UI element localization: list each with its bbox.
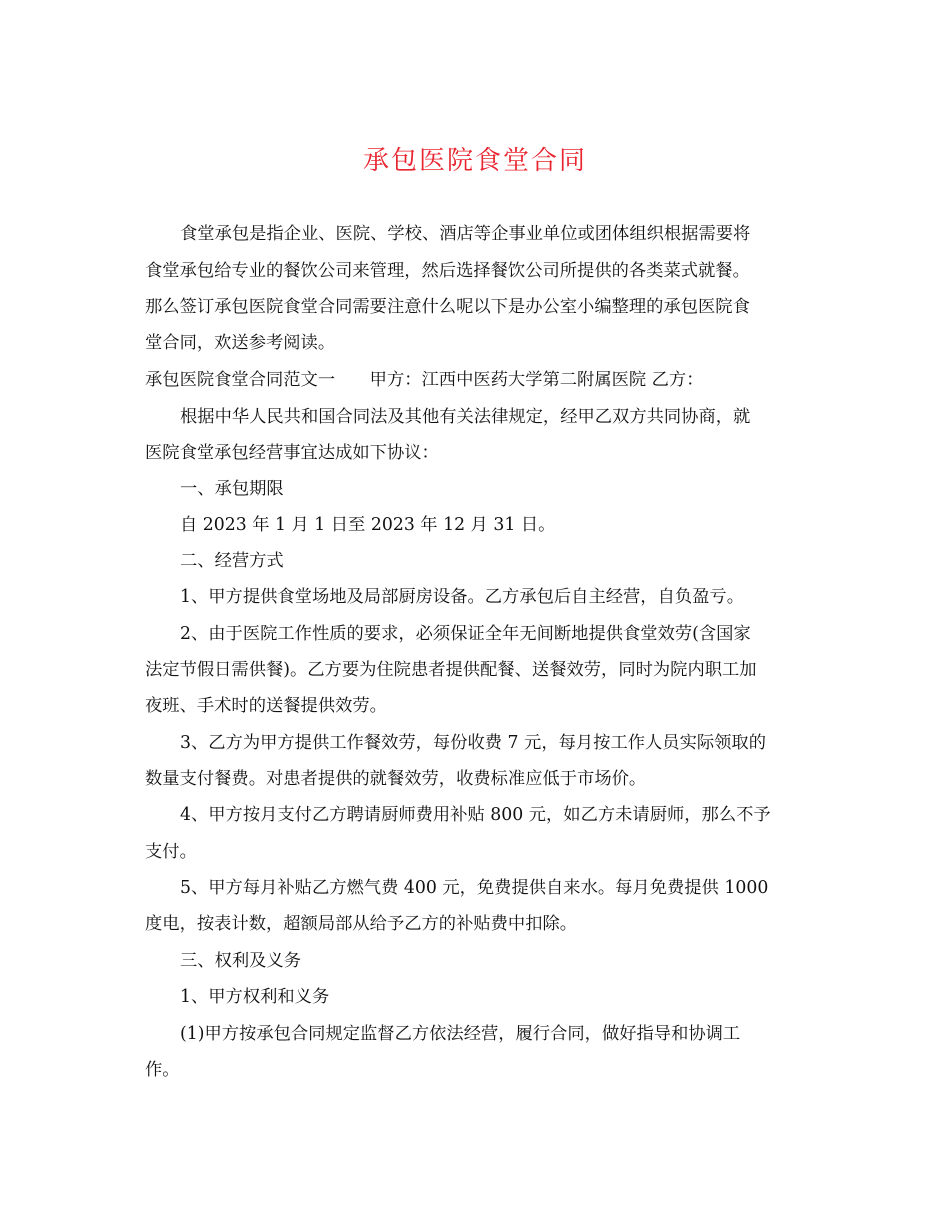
clause-line: 夜班、手术时的送餐提供效劳。 — [145, 696, 387, 716]
clause-line: 法定节假日需供餐)。乙方要为住院患者提供配餐、送餐效劳，同时为院内职工加 — [145, 660, 757, 680]
preamble-line: 根据中华人民共和国合同法及其他有关法律规定，经甲乙双方共同协商，就 — [180, 407, 751, 427]
section-body: 自 2023 年 1 月 1 日至 2023 年 12 月 31 日。 — [180, 515, 556, 535]
intro-line: 堂合同，欢送参考阅读。 — [145, 333, 336, 353]
clause-line: 度电，按表计数，超额局部从给予乙方的补贴费中扣除。 — [145, 914, 578, 934]
document-title: 承包医院食堂合同 — [362, 146, 587, 176]
clause-line: 2、由于医院工作性质的要求，必须保证全年无间断地提供食堂效劳(含国家 — [180, 624, 751, 644]
section-heading: 二、经营方式 — [180, 551, 284, 571]
clause-line: 数量支付餐费。对患者提供的就餐效劳，收费标准应低于市场价。 — [145, 769, 647, 789]
clause-line: 支付。 — [145, 842, 197, 862]
section-heading: 三、权利及义务 — [180, 951, 301, 971]
clause-line: (1)甲方按承包合同规定监督乙方依法经营，履行合同，做好指导和协调工 — [180, 1024, 741, 1044]
clause-line: 作。 — [145, 1060, 180, 1080]
preamble-line: 医院食堂承包经营事宜达成如下协议： — [145, 443, 439, 463]
intro-line: 食堂承包给专业的餐饮公司来管理，然后选择餐饮公司所提供的各类菜式就餐。 — [145, 261, 750, 281]
clause-line: 5、甲方每月补贴乙方燃气费 400 元，免费提供自来水。每月免费提供 1000 — [180, 878, 769, 898]
clause-line: 1、甲方提供食堂场地及局部厨房设备。乙方承包后自主经营，自负盈亏。 — [180, 587, 744, 607]
intro-line: 那么签订承包医院食堂合同需要注意什么呢以下是办公室小编整理的承包医院食 — [145, 297, 750, 317]
contract-header-line: 承包医院食堂合同范文一 甲方：江西中医药大学第二附属医院 乙方： — [145, 370, 704, 390]
section-heading: 一、承包期限 — [180, 479, 284, 499]
clause-line: 4、甲方按月支付乙方聘请厨师费用补贴 800 元，如乙方未请厨师，那么不予 — [180, 805, 771, 825]
clause-line: 3、乙方为甲方提供工作餐效劳，每份收费 7 元，每月按工作人员实际领取的 — [180, 733, 766, 753]
intro-line: 食堂承包是指企业、医院、学校、酒店等企事业单位或团体组织根据需要将 — [180, 224, 751, 244]
subsection-heading: 1、甲方权利和义务 — [180, 987, 330, 1007]
